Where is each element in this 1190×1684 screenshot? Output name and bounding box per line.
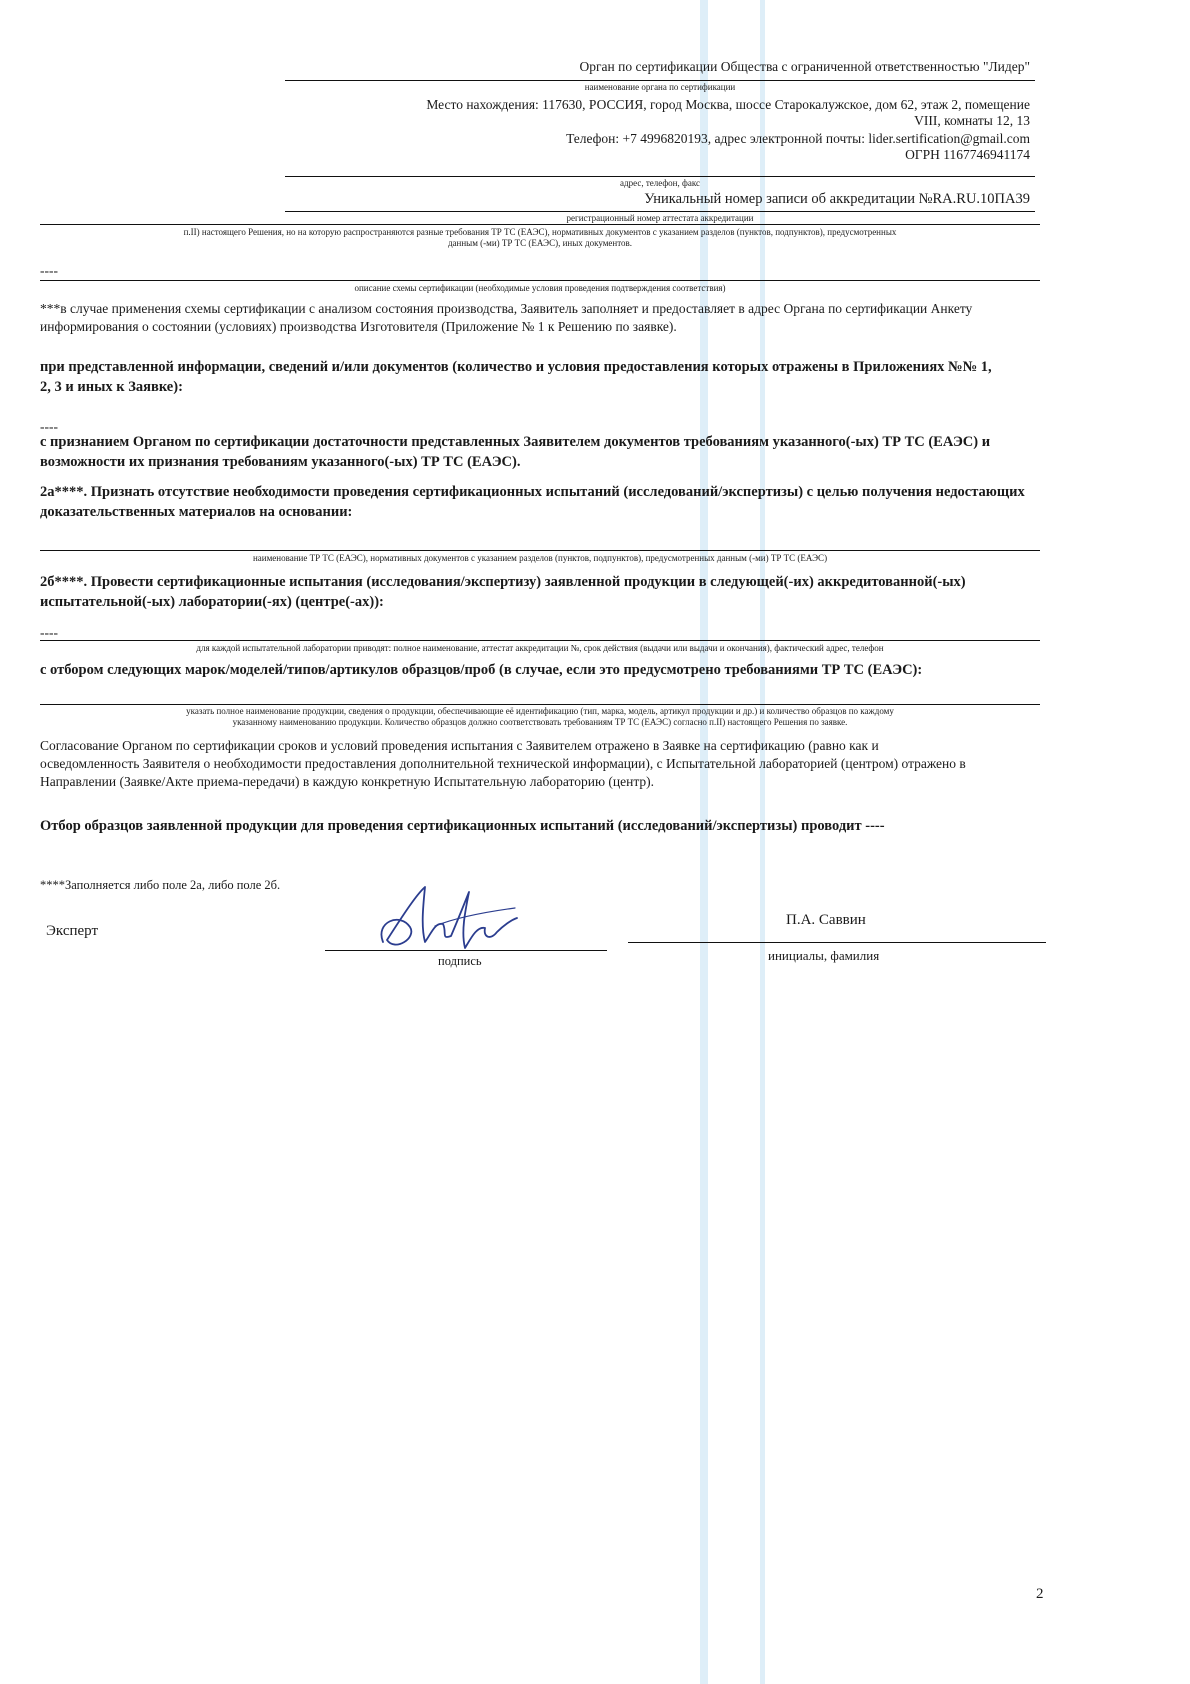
divider (40, 550, 1040, 551)
signature-line (325, 950, 607, 951)
contacts-caption: адрес, телефон, факс (620, 178, 700, 188)
scheme-caption: описание схемы сертификации (необходимые условия проведения подтверждения соответствия) (354, 283, 726, 293)
divider (285, 80, 1035, 81)
sampling-caption: указанному наименованию продукции. Количество образцов должно соответствовать требованиям ТР ТС (ЕАЭС) согласно п.II) настоящего Решения по заявке. (232, 717, 848, 727)
accreditation-line: Уникальный номер записи об аккредитации №RA.RU.10ПА39 (644, 191, 1030, 207)
production-note: ***в случае применения схемы сертификации с анализом состояния производства, Заявитель заполняет и предоставляет в адрес Органа по сертификации Анкету информирования о состоянии (условиях) производства Изготовителя (Приложение № 1 к Решению по заявке). (40, 301, 973, 334)
divider (40, 640, 1040, 641)
item-2a-caption: наименование ТР ТС (ЕАЭС), нормативных документов с указанием разделов (пунктов, подпунктов), предусмотренных данным (-ми) ТР ТС (ЕАЭС) (252, 553, 828, 563)
provided-info: при представленной информации, сведений и/или документов (количество и условия предоставления которых отражены в Приложениях №№ 1, 2, 3 и иных к Заявке): (40, 359, 992, 395)
ogrn-line: ОГРН 1167746941174 (905, 147, 1030, 162)
accreditation-caption: регистрационный номер аттестата аккредитации (566, 213, 754, 223)
selection-text: Отбор образцов заявленной продукции для проведения сертификационных испытаний (исследований/экспертизы) проводит ---- (40, 818, 885, 834)
expert-role: Эксперт (46, 923, 99, 939)
page-number: 2 (1036, 1586, 1044, 1602)
name-caption: инициалы, фамилия (768, 948, 880, 963)
divider (285, 176, 1035, 177)
phone-line: Телефон: +7 4996820193, адрес электронной почты: lider.sertification@gmail.com (566, 131, 1030, 146)
scan-artifact (760, 0, 765, 1684)
org-name: Орган по сертификации Общества с ограниченной ответственностью "Лидер" (579, 59, 1030, 74)
sampling-text: с отбором следующих марок/моделей/типов/артикулов образцов/проб (в случае, если это предусмотрено требованиями ТР ТС (ЕАЭС): (40, 662, 923, 678)
divider (40, 704, 1040, 705)
empty-field-dashes: ---- (40, 419, 58, 434)
expert-name: П.А. Саввин (786, 912, 866, 928)
divider (285, 211, 1035, 212)
empty-field-dashes: ---- (40, 263, 58, 278)
empty-field-dashes: ---- (40, 625, 58, 640)
address-line1: Место нахождения: 117630, РОССИЯ, город Москва, шоссе Старокалужское, дом 62, этаж 2, помещение (426, 97, 1030, 112)
documents-caption: данным (-ми) ТР ТС (ЕАЭС), иных документов. (447, 238, 633, 248)
divider (40, 280, 1040, 281)
item-2a: 2а****. Признать отсутствие необходимости проведения сертификационных испытаний (исследований/экспертизы) с целью получения недостающих доказательственных материалов на основании: (40, 484, 1025, 520)
item-2b: 2б****. Провести сертификационные испытания (исследования/экспертизу) заявленной продукции в следующей(-их) аккредитованной(-ых) испытательной(-ых) лаборатории(-ях) (центре(-ах)): (40, 574, 966, 610)
recognition-text: с признанием Органом по сертификации достаточности представленных Заявителем документов требованиям указанного(-ых) ТР ТС (ЕАЭС) и возможности их признания требованиям указанного(-ых) ТР ТС (ЕАЭС). (40, 434, 991, 470)
name-line (628, 942, 1046, 943)
agreement-text: Согласование Органом по сертификации сроков и условий проведения испытания с Заявителем отражено в Заявке на сертификацию (равно как и осведомленность Заявителя о необходимости предоставления дополнительной технической информации), с Испытательной лабораторией (центром) отражено в Направлении (Заявке/Акте приема-передачи) в каждую конкретную Испытательную лабораторию (центр). (40, 738, 966, 789)
scan-artifact (700, 0, 708, 1684)
org-name-caption: наименование органа по сертификации (584, 82, 736, 92)
divider (40, 224, 1040, 225)
address-line2: VIII, комнаты 12, 13 (914, 113, 1030, 128)
lab-caption: для каждой испытательной лаборатории приводят: полное наименование, аттестат аккредитации №, срок действия (выдачи или выдачи и окончания), фактический адрес, телефон (196, 643, 884, 653)
fill-note: ****Заполняется либо поле 2а, либо поле 2б. (40, 878, 281, 892)
documents-caption: п.II) настоящего Решения, но на которую распространяются разные требования ТР ТС (ЕАЭС), нормативных документов с указанием разделов (пунктов, подпунктов), предусмотренных (183, 227, 897, 237)
sampling-caption: указать полное наименование продукции, сведения о продукции, обеспечивающие её идентификацию (тип, марка, модель, артикул продукции и др.) и количество образцов по каждому (186, 706, 894, 716)
signature-caption: подпись (438, 954, 482, 968)
